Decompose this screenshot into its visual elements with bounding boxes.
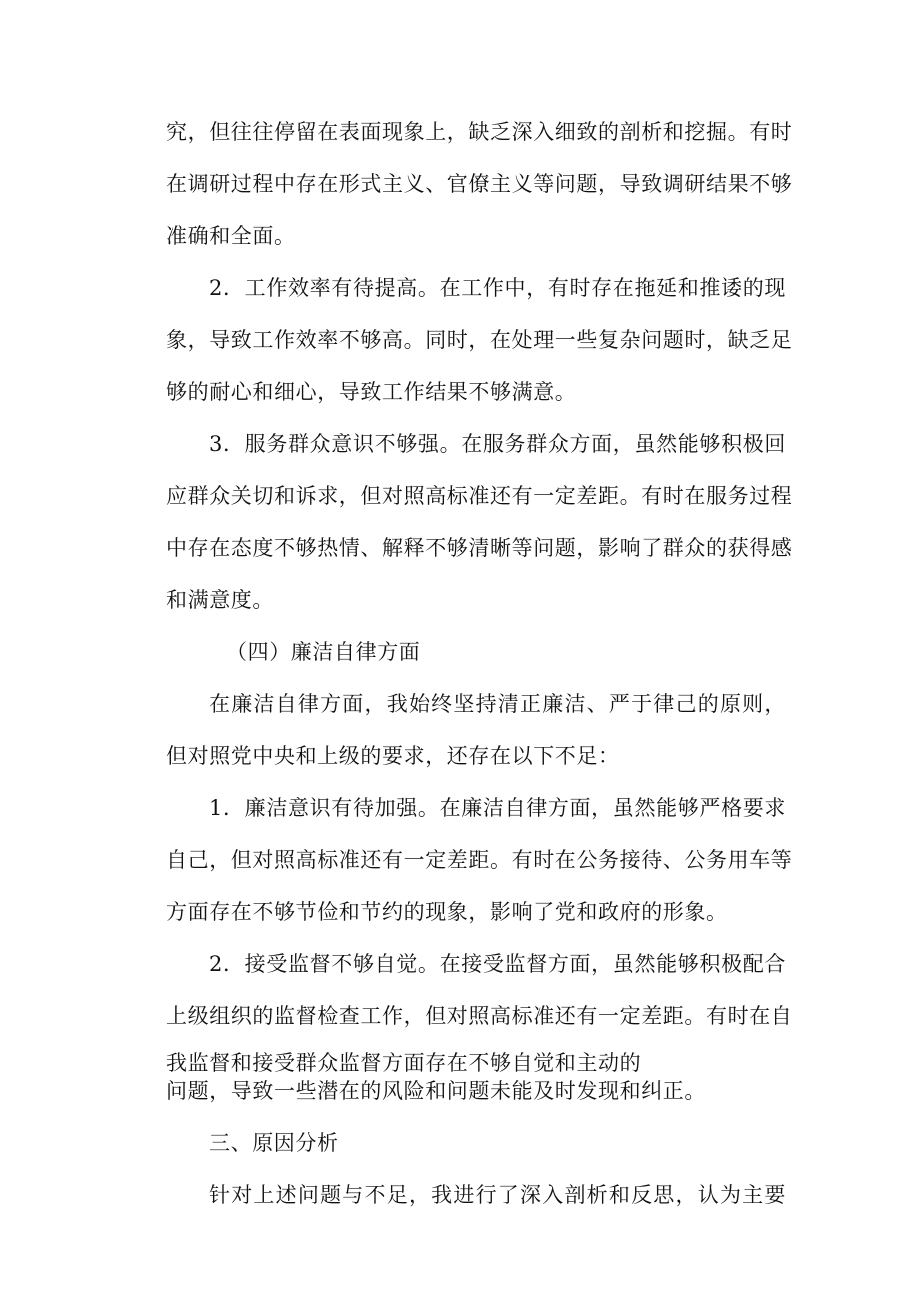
paragraph-line: 上级组织的监督检查工作，但对照高标准还有一定差距。有时在自: [166, 1004, 793, 1028]
list-item-line: 1．廉洁意识有待加强。在廉洁自律方面，虽然能够严格要求: [209, 796, 786, 820]
list-item-line: 3．服务群众意识不够强。在服务群众方面，虽然能够积极回: [209, 432, 786, 456]
list-item-line: 2．接受监督不够自觉。在接受监督方面，虽然能够积极配合: [209, 952, 786, 976]
paragraph-line: 自己，但对照高标准还有一定差距。有时在公务接待、公务用车等: [166, 848, 793, 872]
section-heading: 三、原因分析: [209, 1131, 339, 1155]
paragraph-line: 和满意度。: [166, 588, 274, 612]
paragraph-line: 中存在态度不够热情、解释不够清晰等问题，影响了群众的获得感: [166, 536, 793, 560]
paragraph-line: 针对上述问题与不足，我进行了深入剖析和反思，认为主要: [209, 1183, 786, 1207]
list-item-line: 2．工作效率有待提高。在工作中，有时存在拖延和推诿的现: [209, 276, 786, 300]
paragraph-line: 方面存在不够节俭和节约的现象，影响了党和政府的形象。: [166, 900, 728, 924]
paragraph-line: 够的耐心和细心，导致工作结果不够满意。: [166, 380, 577, 404]
paragraph-line: 准确和全面。: [166, 224, 296, 248]
paragraph-line: 但对照党中央和上级的要求，还存在以下不足：: [166, 744, 620, 768]
paragraph-line: 在调研过程中存在形式主义、官僚主义等问题，导致调研结果不够: [166, 172, 793, 196]
paragraph-line: 问题，导致一些潜在的风险和问题未能及时发现和纠正。: [166, 1079, 706, 1103]
section-heading: （四）廉洁自律方面: [226, 640, 421, 664]
paragraph-line: 象，导致工作效率不够高。同时，在处理一些复杂问题时，缺乏足: [166, 328, 793, 352]
paragraph-line: 应群众关切和诉求，但对照高标准还有一定差距。有时在服务过程: [166, 484, 793, 508]
paragraph-line: 究，但往往停留在表面现象上，缺乏深入细致的剖析和挖掘。有时: [166, 120, 793, 144]
paragraph-line: 我监督和接受群众监督方面存在不够自觉和主动的: [166, 1051, 642, 1075]
paragraph-line: 在廉洁自律方面，我始终坚持清正廉洁、严于律己的原则，: [209, 692, 786, 716]
